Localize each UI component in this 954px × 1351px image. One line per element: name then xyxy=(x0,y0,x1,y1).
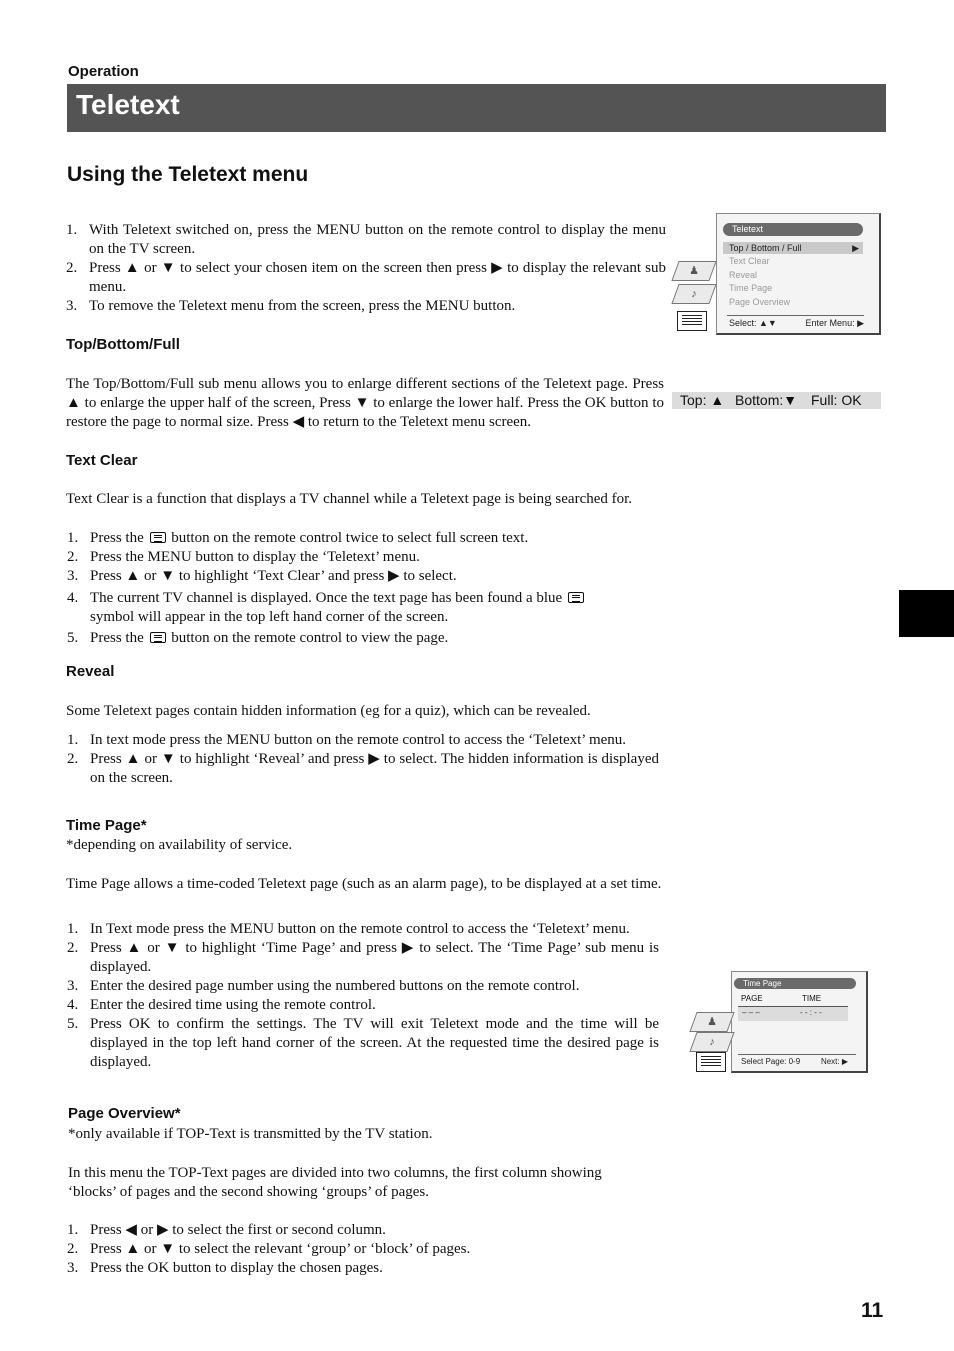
list-item: 1. In text mode press the MENU button on the remote control to access the ‘Teletext’ menu. xyxy=(67,732,627,748)
teletext-menu-screen xyxy=(667,213,881,335)
osd-menu-footer: Select: ▲▼ Enter Menu: ▶ xyxy=(727,315,864,330)
play-arrow-icon: ▶ xyxy=(852,243,859,253)
section-heading: Using the Teletext menu xyxy=(67,163,309,186)
osd-menu-title: Teletext xyxy=(723,223,863,236)
osd-time-input-row xyxy=(738,1006,848,1021)
list-item: 2. Press ▲ or ▼ to select your chosen item on the screen then press ▶ to display the relevant sub menu. xyxy=(66,260,666,295)
list-item: 4. Enter the desired time using the remote control. xyxy=(67,997,376,1013)
subheading-time-page: Time Page* xyxy=(66,817,147,834)
osd-menu-item-reveal: Reveal xyxy=(729,270,758,280)
osd-time-title: Time Page xyxy=(734,978,856,989)
list-item: 1. With Teletext switched on, press the MENU button on the remote control to display the menu on the TV screen. xyxy=(66,222,666,257)
list-item: 4. The current TV channel is displayed. Once the text page has been found a blue symbol will appear in the top left hand corner of the screen. xyxy=(67,589,667,627)
list-item: 3. To remove the Teletext menu from the screen, press the MENU button. xyxy=(66,298,516,314)
picture-mode-icon: ♟ xyxy=(689,1012,734,1032)
list-item: 5. Press the button on the remote control to view the page. xyxy=(67,630,449,646)
teletext-icon xyxy=(150,532,166,543)
sound-mode-icon: ♪ xyxy=(689,1032,734,1052)
key-guide-bar xyxy=(672,392,881,409)
osd-menu-panel xyxy=(716,213,881,335)
sound-mode-icon: ♪ xyxy=(671,284,716,304)
list-item: 2. Press ▲ or ▼ to highlight ‘Time Page’ and press ▶ to select. The ‘Time Page’ sub menu is displayed. xyxy=(67,940,659,975)
page-title: Teletext xyxy=(76,89,180,120)
page-overview-note: *only available if TOP-Text is transmitted by the TV station. xyxy=(68,1126,433,1142)
list-item: 2. Press the MENU button to display the ‘Teletext’ menu. xyxy=(67,549,420,565)
time-page-screen xyxy=(689,971,869,1074)
osd-menu-item-page-overview: Page Overview xyxy=(729,297,791,307)
text-clear-steps xyxy=(67,529,667,648)
teletext-mode-icon xyxy=(677,311,707,331)
time-page-note: *depending on availability of service. xyxy=(66,837,293,853)
section-label: Operation xyxy=(68,63,139,80)
key-top: Top: ▲ xyxy=(680,392,725,408)
list-item: 3. Enter the desired page number using the numbered buttons on the remote control. xyxy=(67,978,580,994)
page-number: 11 xyxy=(861,1299,884,1322)
osd-time-col-time: TIME xyxy=(802,994,822,1003)
time-page-steps xyxy=(67,920,659,1072)
osd-time-footer: Select Page: 0-9 Next: ▶ xyxy=(738,1054,856,1068)
reveal-steps xyxy=(67,731,659,788)
teletext-icon xyxy=(568,592,584,603)
key-full: Full: OK xyxy=(811,392,862,408)
list-item: 1. Press the button on the remote control twice to select full screen text. xyxy=(67,530,529,546)
list-item: 2. Press ▲ or ▼ to highlight ‘Reveal’ and press ▶ to select. The hidden information is displayed on the screen. xyxy=(67,751,659,786)
top-bottom-full-text: The Top/Bottom/Full sub menu allows you to enlarge different sections of the Teletext page. Press ▲ to enlarge the upper half of the screen, Press ▼ to enlarge the lower half. Press the OK button to restore the page to normal size. Press ◀ to return to the Teletext menu screen. xyxy=(66,376,664,430)
osd-time-panel xyxy=(731,971,868,1073)
title-bar xyxy=(67,84,886,132)
osd-time-col-page: PAGE xyxy=(741,994,763,1003)
text-clear-text: Text Clear is a function that displays a TV channel while a Teletext page is being searched for. xyxy=(66,491,633,507)
list-item: 2. Press ▲ or ▼ to select the relevant ‘group’ or ‘block’ of pages. xyxy=(67,1241,471,1257)
chapter-tab xyxy=(899,590,954,637)
reveal-text: Some Teletext pages contain hidden information (eg for a quiz), which can be revealed. xyxy=(66,703,591,719)
teletext-icon xyxy=(150,632,166,643)
page-overview-text: In this menu the TOP-Text pages are divided into two columns, the first column showing ‘blocks’ of pages and the second showing ‘groups’ of pages. xyxy=(68,1165,602,1200)
list-item: 1. Press ◀ or ▶ to select the first or second column. xyxy=(67,1222,386,1238)
time-page-text: Time Page allows a time-coded Teletext page (such as an alarm page), to be displayed at a set time. xyxy=(66,876,662,892)
osd-menu-item-time-page: Time Page xyxy=(729,283,773,293)
subheading-text-clear: Text Clear xyxy=(66,452,138,469)
list-item: 3. Press the OK button to display the chosen pages. xyxy=(67,1260,383,1276)
teletext-mode-icon xyxy=(696,1052,726,1072)
intro-steps xyxy=(66,221,666,316)
picture-mode-icon: ♟ xyxy=(671,261,716,281)
osd-time-page-value: – – – xyxy=(742,1008,760,1017)
page-overview-steps xyxy=(67,1221,667,1278)
subheading-top-bottom-full: Top/Bottom/Full xyxy=(66,336,180,353)
list-item: 5. Press OK to confirm the settings. The TV will exit Teletext mode and the time will be displayed in the top left hand corner of the screen. At the requested time the desired page is displayed. xyxy=(67,1016,659,1070)
list-item: 1. In Text mode press the MENU button on the remote control to access the ‘Teletext’ menu. xyxy=(67,921,630,937)
subheading-reveal: Reveal xyxy=(66,663,115,680)
subheading-page-overview: Page Overview* xyxy=(68,1105,181,1122)
osd-menu-item-top-bottom-full: Top / Bottom / Full ▶ xyxy=(723,242,863,254)
key-bottom: Bottom:▼ xyxy=(735,392,798,408)
osd-time-time-value: - - : - - xyxy=(800,1008,822,1017)
list-item: 3. Press ▲ or ▼ to highlight ‘Text Clear’ and press ▶ to select. xyxy=(67,568,457,584)
osd-menu-item-text-clear: Text Clear xyxy=(729,256,770,266)
